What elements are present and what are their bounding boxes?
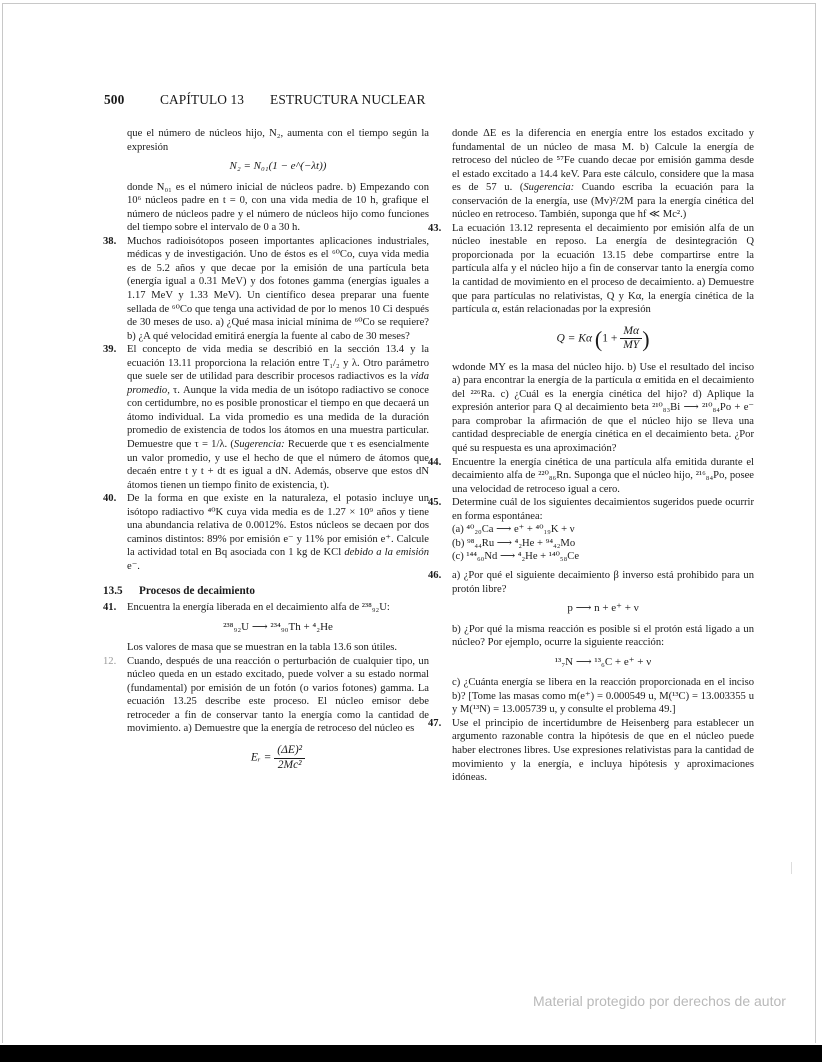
- problem-text-a: a) ¿Por qué el siguiente decaimiento β inverso está prohibido para un protón libre?: [452, 569, 754, 595]
- problem-number: 41.: [103, 602, 117, 614]
- problem-text: Encuentra la energía liberada en el decaimiento alfa de ²³⁸₉₂U:: [127, 602, 390, 614]
- section-heading: [103, 585, 429, 599]
- copyright-watermark: Material protegido por derechos de autor: [533, 993, 786, 1009]
- equation-37: N₂ = N₀₁(1 − e^(−λt)): [229, 160, 327, 173]
- problem-37-body: donde N₀₁ es el número inicial de núcleos padre. b) Empezando con 10⁶ núcleos padre en t = 0, con una vida media de 10 h, grafique el número de núcleos padre y el número de núcleos hijo como funciones del tiempo sobre el intervalo de 0 a 30 h.: [127, 181, 429, 234]
- chapter-title: ESTRUCTURA NUCLEAR: [270, 92, 426, 107]
- problem-number: 38.: [103, 235, 117, 247]
- problem-43: [428, 222, 754, 456]
- right-column: [428, 127, 754, 785]
- option-a: (a) ⁴⁰₂₀Ca ⟶ e⁺ + ⁴⁰₁₉K + ν: [452, 524, 575, 536]
- running-head: [104, 92, 425, 108]
- problem-text: Cuando, después de una reacción o perturbación de cualquier tipo, un núcleo queda en un estado excitado, puede volver a su estado normal (fundamental) por emisión de un fotón (o varios fotones) gamma. La ecuación 13.25 describe este proceso. El núcleo emisor debe retroceder a fin de conservar tanto la energía como la cantidad de movimiento. a) Demuestre que la energía de retroceso del núcleo es: [127, 655, 429, 735]
- problem-number: 45.: [428, 497, 442, 509]
- problem-number: 47.: [428, 717, 442, 729]
- option-b: (b) ⁹⁸₄₄Ru ⟶ ⁴₂He + ⁹⁴₄₂Mo: [452, 537, 576, 549]
- bottom-black-bar: [0, 1045, 822, 1062]
- problem-42: [103, 655, 429, 772]
- problem-text: Use el principio de incertidumbre de Heisenberg para establecer un argumento razonable contra la hipótesis de que en el núcleo puede haber electrones libres. Use expresiones relativistas para la cantidad de movimiento y la energía, e incluya hipótesis y aproximaciones idóneas.: [452, 717, 754, 784]
- section-title: Procesos de decaimiento: [139, 584, 255, 597]
- problem-text: El concepto de vida media se describió en la sección 13.4 y la ecuación 13.11 proporciona la relación entre T₁/₂ y λ. Otro parámetro que suele ser de utilidad para describir procesos radiactivos es la vida promedio, τ. Aunque la vida media de un isótopo radiactivo se conoce con certidumbre, no es posible pronosticar el tiempo en que decaerá un átomo individual. La vida promedio es una medida de la duración promedio de existencia de todos los átomos en una muestra particular. Demuestre que τ = 1/λ. (Sugerencia: Recuerde que τ es esencialmente un valor promedio, y use el hecho de que el número de átomos que decaén entre t y t + dt es igual a dN. Además, observe que estos dN átomos tienen un tiempo finito de existencia, t).: [127, 344, 429, 491]
- problem-text-b: b) ¿Por qué la misma reacción es posible si el protón está ligado a un núcleo? Por ejemplo, ocurre la siguiente reacción:: [452, 623, 754, 649]
- equation-42: Eᵣ = $\frac{\text{(ΔE)²}}{\text{2Mc²}}$: [127, 744, 429, 772]
- problem-47: [428, 717, 754, 785]
- problem-44: [428, 456, 754, 497]
- scan-mark: [791, 862, 792, 874]
- problem-number: 12.: [103, 655, 117, 667]
- equation-46a: p ⟶ n + e⁺ + ν: [567, 602, 639, 615]
- problem-40: [103, 492, 429, 573]
- problem-text: Determine cuál de los siguientes decaimientos sugeridos puede ocurrir en forma espontánea:: [452, 497, 754, 522]
- problem-number: 46.: [428, 569, 442, 581]
- problem-text: De la forma en que existe en la naturaleza, el potasio incluye un isótopo radiactivo ⁴⁰K cuya vida media es de 1.27 × 10⁹ años y tiene una abundancia relativa de 0.0012%. Estos núcleos se decaen por dos caminos distintos: 89% por emisión e⁻ y 11% por emisión e⁺. Calcule la actividad total en Bq asociada con 1 kg de KCl debido a la emisión e⁻.: [127, 493, 429, 572]
- equation-41: ²³⁸₉₂U ⟶ ²³⁴₉₀Th + ⁴₂He: [223, 620, 333, 633]
- page-number: 500: [104, 92, 125, 107]
- problem-39: [103, 343, 429, 492]
- problem-number: 44.: [428, 456, 442, 468]
- equation-43: Q = Kα (1 + $\frac{M\alpha}{MY}$ ): [556, 324, 650, 352]
- problem-42-continued: donde ΔE es la diferencia en energía entre los estados excitado y fundamental de un núcleo de masa M. b) Calcule la energía de retroceso del núcleo de ⁵⁷Fe cuando decae por emisión gamma desde el estado excitado a 14.4 keV. Para este cálculo, considere que la masa es de 57 u. (Sugerencia: Cuando escriba la ecuación para la conservación de la energía, use (Mv)²/2M para la energía cinética del núcleo en retroceso. También, suponga que hf ≪ Mc².): [452, 128, 754, 221]
- problem-number: 39.: [103, 344, 117, 356]
- problem-text-after: Los valores de masa que se muestran en la tabla 13.6 son útiles.: [127, 642, 398, 654]
- problem-number: 40.: [103, 493, 117, 505]
- option-c: (c) ¹⁴⁴₆₀Nd ⟶ ⁴₂He + ¹⁴⁰₅₈Ce: [452, 551, 580, 563]
- problem-number: 43.: [428, 222, 442, 234]
- problem-text-c: c) ¿Cuánta energía se libera en la reacción proporcionada en el inciso b)? [Tome las masas como m(e⁺) = 0.000549 u, M(¹³C) = 13.003355 u y M(¹³N) = 13.005739 u, y consulte el problema 49.]: [452, 677, 754, 716]
- problem-45: [428, 496, 754, 564]
- left-column: [103, 127, 429, 780]
- problem-37-intro: que el número de núcleos hijo, N₂, aumenta con el tiempo según la expresión: [127, 128, 429, 153]
- section-number: 13.5: [103, 584, 123, 597]
- equation-46b: ¹³₇N ⟶ ¹³₆C + e⁺ + ν: [554, 655, 652, 668]
- problem-text-after: wdonde MY es la masa del núcleo hijo. b) Use el resultado del inciso a) para encontrar la energía de la partícula α emitida en el decaimiento del ²²⁶Ra. c) ¿Cuál es la energía cinética del hijo? d) Aplique la expresión anterior para Q al decaimiento beta ²¹⁰₈₃Bi ⟶ ²¹⁰₈₄Po + e⁻ para comprobar la afirmación de que el núcleo hijo se lleva una cantidad despreciable de energía cinética en el decaimiento beta. ¿Por qué su respuesta es una aproximación?: [452, 361, 754, 455]
- problem-46: [428, 569, 754, 717]
- problem-38: [103, 235, 429, 343]
- problem-text: La ecuación 13.12 representa el decaimiento por emisión alfa de un núcleo inestable en reposo. La energía de desintegración Q proporcionada por la ecuación 13.15 debe compartirse entre la partícula alfa y el núcleo hijo a fin de conservar tanto la energía como la cantidad de movimiento en el proceso de decaimiento. a) Demuestre que para partículas no relativistas, Q y Kα, la energía cinética de la partícula α, están relacionadas por la expresión: [452, 222, 754, 316]
- problem-41: [103, 601, 429, 655]
- chapter-label: CAPÍTULO 13: [160, 92, 245, 107]
- problem-text: Encuentre la energía cinética de una partícula alfa emitida durante el decaimiento alfa de ²²⁰₈₆Rn. Suponga que el núcleo hijo, ²¹⁶₈₄Po, posee una velocidad de retroceso igual a cero.: [452, 456, 754, 495]
- problem-text: Muchos radioisótopos poseen importantes aplicaciones industriales, médicas y de investigación. Uno de éstos es el ⁶⁰Co, cuya vida media es de 5.2 años y que decae por la emisión de una partícula beta (energía igual a 0.31 MeV) y dos fotones gamma (energías iguales a 1.17 MeV y 1.33 MeV). Un científico desea preparar una fuente sellada de ⁶⁰Co que tenga una actividad de por lo menos 10 Ci después de 30 meses de uso. a) ¿Qué masa inicial mínima de ⁶⁰Co se requiere? b) ¿A qué velocidad emitirá energía la fuente al cabo de 30 meses?: [127, 235, 429, 342]
